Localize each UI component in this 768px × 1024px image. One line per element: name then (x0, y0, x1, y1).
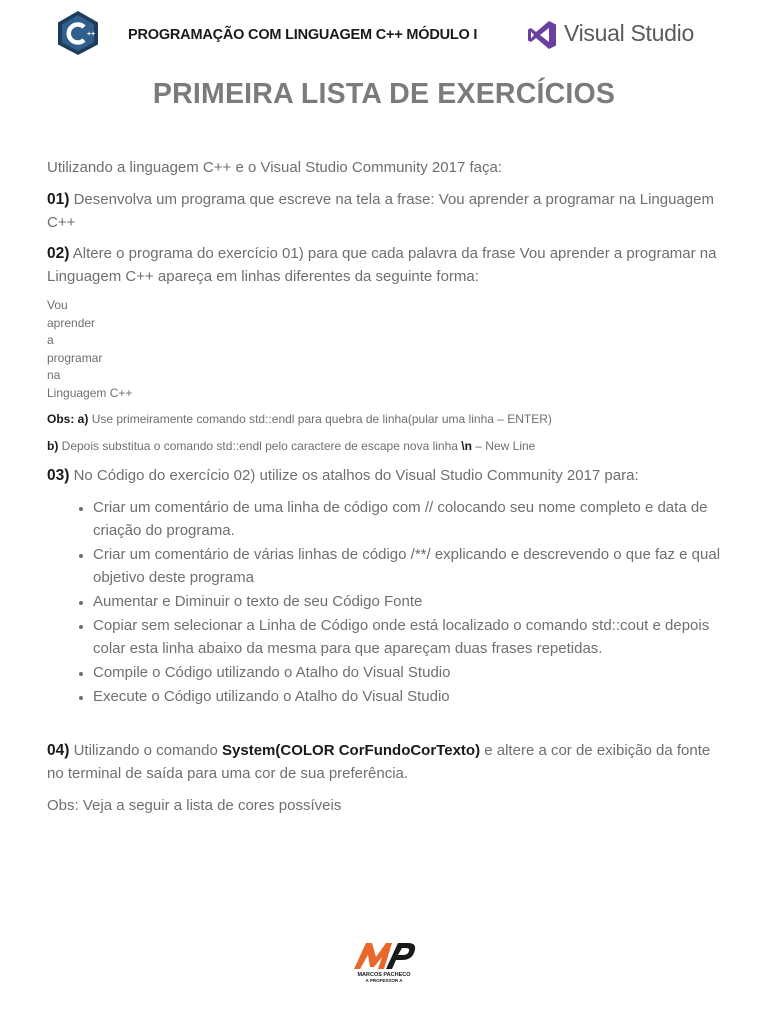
page-title: PRIMEIRA LISTA DE EXERCÍCIOS (152, 78, 616, 110)
task-item: • Compile o Código utilizando o Atalho do Visual Studio (93, 661, 727, 684)
exercise-3-tasks (47, 496, 727, 708)
exercise-3-text: No Código do exercício 02) utilize os atalhos do Visual Studio Community 2017 para: (73, 466, 639, 484)
exercise-4-text-1: Utilizando o comando (73, 741, 218, 759)
color-command: System(COLOR CorFundoCorTexto) (222, 741, 481, 759)
final-note: Obs: Veja a seguir a lista de cores possíveis (47, 796, 342, 814)
author-logo-line2: A PROFESSOR A (365, 978, 403, 983)
word-line: Linguagem C++ (47, 385, 133, 400)
word-line: aprender (47, 315, 96, 330)
exercise-list (47, 156, 727, 817)
svg-text:++: ++ (87, 31, 96, 38)
obs-b-tag: b) (47, 438, 59, 453)
task-item: • Aumentar e Diminuir o texto de seu Código Fonte (93, 590, 727, 613)
exercise-3-number: 03) (47, 466, 70, 484)
exercise-1-number: 01) (47, 191, 70, 208)
word-line: Vou (47, 298, 68, 312)
task-item: • Execute o Código utilizando o Atalho do Visual Studio (93, 685, 727, 708)
exercise-4 (47, 739, 727, 785)
author-logo-icon (346, 935, 422, 983)
obs-a-note (47, 411, 727, 427)
visual-studio-logo-icon (526, 19, 558, 51)
word-line: programar (47, 350, 103, 365)
task-item: • Criar um comentário de várias linhas de código /**/ explicando e descrevendo o que faz e qual objetivo deste programa (93, 543, 727, 589)
course-title: PROGRAMAÇÃO COM LINGUAGEM C++ MÓDULO I (128, 27, 478, 43)
escape-code: \n (461, 438, 472, 453)
exercise-2 (47, 242, 727, 288)
task-item: • Copiar sem selecionar a Linha de Código onde está localizado o comando std::cout e depois colar esta linha abaixo da mesma para que apareçam duas frases repetidas. (93, 614, 727, 660)
word-line: a (47, 333, 54, 348)
exercise-3 (47, 464, 727, 487)
obs-b-note (47, 438, 727, 454)
word-line: na (47, 368, 61, 383)
exercise-1-text: Desenvolva um programa que escreve na tela a frase: Vou aprender a programar na Linguagem C++ (47, 191, 714, 231)
exercise-1 (47, 188, 727, 234)
obs-b-text-2: – New Line (475, 438, 536, 453)
exercise-2-number: 02) (47, 245, 70, 262)
exercise-4-number: 04) (47, 741, 70, 759)
exercise-4-text-2: e altere a cor de exibição da fonte no terminal de saída para uma cor de sua preferência. (47, 741, 711, 782)
obs-a-text: Use primeiramente comando std::endl para quebra de linha(pular uma linha – ENTER) (91, 411, 552, 426)
word-lines-example (47, 297, 727, 403)
visual-studio-brand: Visual Studio (564, 20, 694, 46)
obs-b-text-1: Depois substitua o comando std::endl pelo caractere de escape nova linha (61, 438, 458, 453)
page-header (0, 0, 768, 70)
exercise-2-text: Altere o programa do exercício 01) para que cada palavra da frase Vou aprender a programar na Linguagem C++ apareça em linhas diferentes da seguinte forma: (47, 245, 717, 285)
author-logo-line1: MARCOS PACHECO (357, 972, 411, 978)
obs-a-tag: Obs: a) (47, 411, 89, 426)
task-item: • Criar um comentário de uma linha de código com // colocando seu nome completo e data de criação do programa. (93, 496, 727, 542)
intro-text: Utilizando a linguagem C++ e o Visual Studio Community 2017 faça: (47, 159, 502, 176)
cpp-logo-icon (56, 10, 100, 56)
